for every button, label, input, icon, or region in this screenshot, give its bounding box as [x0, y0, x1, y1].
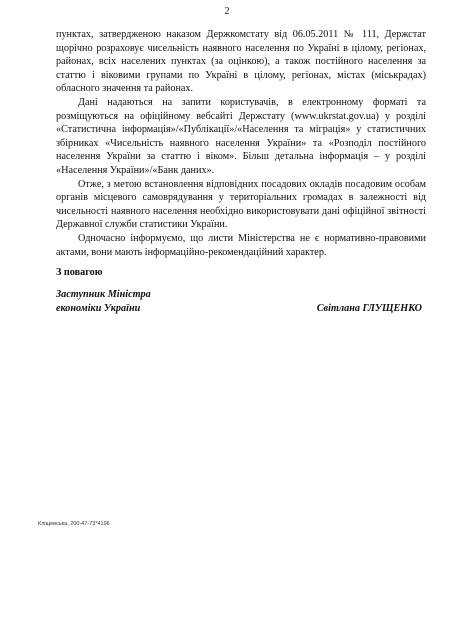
paragraph-2: Дані надаються на запити користувачів, в електронному форматі та розміщуються на офіційному вебсайті Держстату (www.ukrstat.gov.ua) у розділі «Статистична інформація»/«Публікації»/«Населення та міграція» у статистичних збірниках «Чисельність наявного населення України» та «Розподіл постійного населення України за статтю і віком». Більш детальна інформація – у розділі «Населення України»/«Банк даних».: [56, 96, 426, 176]
signer-title-line-1: Заступник Міністра: [56, 289, 151, 300]
signer-name: Світлана ГЛУЩЕНКО: [316, 303, 422, 314]
paragraph-4: Одночасно інформуємо, що листи Міністерства не є нормативно-правовими актами, вони мають інформаційно-рекомендаційний характер.: [56, 232, 426, 258]
closing-salutation: З повагою: [56, 267, 103, 278]
signature-block: [56, 288, 426, 315]
executor-note: Кліщевська, 200-47-73*4196: [38, 521, 110, 527]
paragraph-1: пунктах, затвердженою наказом Держкомстату від 06.05.2011 № 111, Держстат щорічно розраховує чисельність наявного населення по Україні в цілому, регіонах, районах, всіх населених пунктах (за оцінкою), а також постійного населення за статтю і віковими групами по Україні в цілому, регіонах, містах (міськрадах) обласного значення та районах.: [56, 29, 426, 95]
signer-title-line-2: економіки України: [56, 302, 141, 314]
letter-body: [56, 28, 426, 259]
page-number: 2: [224, 6, 230, 17]
paragraph-3: Отже, з метою встановлення відповідних посадових окладів посадовим особам органів місцевого самоврядування у територіальних громадах в залежності від чисельності наявного населення необхідно використовувати дані офіційної звітності Державної служби статистики України.: [56, 178, 426, 231]
